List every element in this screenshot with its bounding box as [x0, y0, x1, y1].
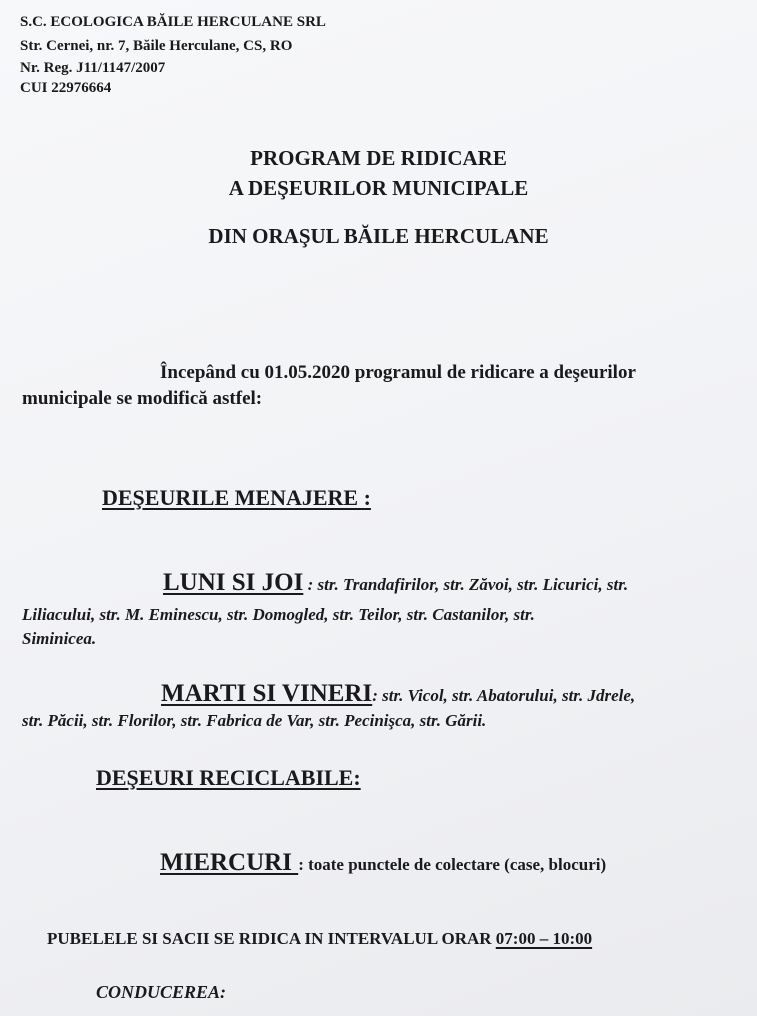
- title-line-2: A DEŞEURILOR MUNICIPALE: [228, 176, 529, 200]
- group-1-streets-line-2: Liliacului, str. M. Eminescu, str. Domogled, str. Teilor, str. Castanilor, str.: [22, 605, 535, 624]
- company-name: S.C. ECOLOGICA BĂILE HERCULANE SRL: [20, 14, 326, 30]
- group-2-days: MARTI SI VINERI: [161, 680, 373, 707]
- intro-line-2: municipale se modifică astfel:: [22, 388, 263, 409]
- reciclabile-line: [160, 849, 606, 877]
- intro-line-1: Începând cu 01.05.2020 programul de ridicare a deşeurilor: [160, 362, 636, 383]
- company-registration: Nr. Reg. J11/1147/2007: [20, 60, 166, 76]
- reciclabile-days: MIERCURI: [160, 849, 299, 876]
- group-1-streets-line-1: : str. Trandafirilor, str. Zăvoi, str. Licurici, str.: [303, 575, 629, 594]
- reciclabile-heading: DEŞEURI RECICLABILE:: [96, 765, 361, 790]
- menajere-group-2-first-line: [161, 680, 635, 708]
- title-line-1: PROGRAM DE RIDICARE: [250, 146, 507, 170]
- schedule-line: [47, 929, 592, 949]
- group-2-streets-line-1: : str. Vicol, str. Abatorului, str. Jdrele,: [372, 686, 636, 705]
- menajere-heading: DEŞEURILE MENAJERE :: [102, 485, 371, 510]
- menajere-group-1-first-line: [163, 569, 628, 597]
- company-cui: CUI 22976664: [20, 80, 112, 96]
- company-address: Str. Cernei, nr. 7, Băile Herculane, CS, RO: [20, 38, 293, 54]
- title-line-3: DIN ORAŞUL BĂILE HERCULANE: [208, 224, 549, 248]
- group-1-streets-line-3: Siminicea.: [22, 629, 97, 648]
- group-1-days: LUNI SI JOI: [163, 569, 304, 596]
- reciclabile-text: : toate punctele de colectare (case, blocuri): [298, 855, 607, 874]
- signature-label: CONDUCEREA:: [96, 982, 227, 1002]
- schedule-hours: 07:00 – 10:00: [495, 929, 593, 948]
- group-2-streets-line-2: str. Păcii, str. Florilor, str. Fabrica de Var, str. Pecinişca, str. Gării.: [22, 711, 487, 730]
- schedule-text: PUBELELE SI SACII SE RIDICA IN INTERVALUL ORAR: [47, 929, 496, 948]
